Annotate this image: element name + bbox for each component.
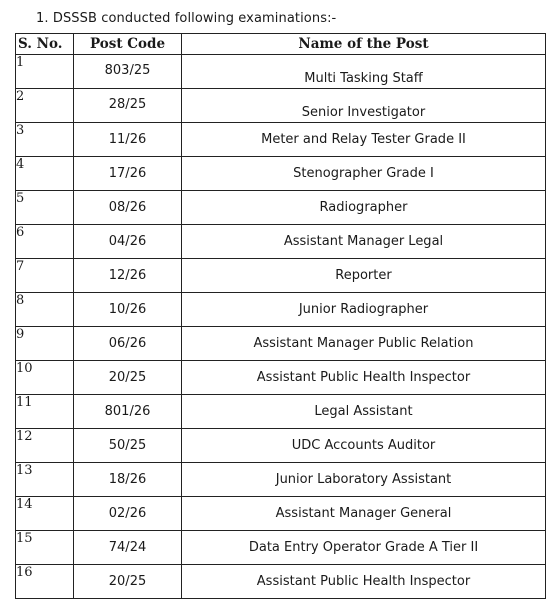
serial-number-cell: 9 bbox=[16, 327, 74, 361]
post-name-cell: Assistant Manager General bbox=[182, 497, 546, 531]
table-row bbox=[16, 157, 546, 191]
post-name-cell: Junior Laboratory Assistant bbox=[182, 463, 546, 497]
post-name-cell: Multi Tasking Staff bbox=[182, 55, 546, 89]
post-code-cell: 12/26 bbox=[74, 259, 182, 293]
post-name-cell: Radiographer bbox=[182, 191, 546, 225]
post-name-cell: Junior Radiographer bbox=[182, 293, 546, 327]
serial-number-cell: 5 bbox=[16, 191, 74, 225]
post-name-cell: Assistant Manager Public Relation bbox=[182, 327, 546, 361]
serial-number-cell: 15 bbox=[16, 531, 74, 565]
post-code-cell: 74/24 bbox=[74, 531, 182, 565]
post-name-cell: Senior Investigator bbox=[182, 89, 546, 123]
post-code-cell: 801/26 bbox=[74, 395, 182, 429]
serial-number-cell: 3 bbox=[16, 123, 74, 157]
table-row bbox=[16, 327, 546, 361]
table-row bbox=[16, 361, 546, 395]
post-code-cell: 17/26 bbox=[74, 157, 182, 191]
table-row bbox=[16, 565, 546, 599]
post-name-cell: Assistant Public Health Inspector bbox=[182, 565, 546, 599]
table-row bbox=[16, 293, 546, 327]
serial-number-cell: 16 bbox=[16, 565, 74, 599]
serial-number-cell: 7 bbox=[16, 259, 74, 293]
serial-number-cell: 8 bbox=[16, 293, 74, 327]
document-heading: 1. DSSSB conducted following examinations:- bbox=[36, 11, 337, 26]
post-code-cell: 02/26 bbox=[74, 497, 182, 531]
table-row bbox=[16, 225, 546, 259]
post-code-cell: 20/25 bbox=[74, 361, 182, 395]
post-code-cell: 28/25 bbox=[74, 89, 182, 123]
serial-number-cell: 6 bbox=[16, 225, 74, 259]
table-row bbox=[16, 531, 546, 565]
post-name-cell: Legal Assistant bbox=[182, 395, 546, 429]
post-name-cell: Data Entry Operator Grade A Tier II bbox=[182, 531, 546, 565]
post-name-cell: Stenographer Grade I bbox=[182, 157, 546, 191]
post-name-cell: Meter and Relay Tester Grade II bbox=[182, 123, 546, 157]
post-code-cell: 20/25 bbox=[74, 565, 182, 599]
serial-number-cell: 12 bbox=[16, 429, 74, 463]
header-post-code: Post Code bbox=[74, 34, 182, 55]
examinations-table bbox=[15, 33, 546, 599]
serial-number-cell: 4 bbox=[16, 157, 74, 191]
post-code-cell: 10/26 bbox=[74, 293, 182, 327]
post-name-cell: UDC Accounts Auditor bbox=[182, 429, 546, 463]
serial-number-cell: 11 bbox=[16, 395, 74, 429]
table-row bbox=[16, 191, 546, 225]
serial-number-cell: 10 bbox=[16, 361, 74, 395]
post-code-cell: 06/26 bbox=[74, 327, 182, 361]
table-row bbox=[16, 55, 546, 89]
post-code-cell: 50/25 bbox=[74, 429, 182, 463]
table-row bbox=[16, 497, 546, 531]
serial-number-cell: 2 bbox=[16, 89, 74, 123]
serial-number-cell: 13 bbox=[16, 463, 74, 497]
post-name-cell: Assistant Public Health Inspector bbox=[182, 361, 546, 395]
post-code-cell: 803/25 bbox=[74, 55, 182, 89]
serial-number-cell: 14 bbox=[16, 497, 74, 531]
header-post-name: Name of the Post bbox=[182, 34, 546, 55]
post-code-cell: 11/26 bbox=[74, 123, 182, 157]
table-row bbox=[16, 259, 546, 293]
post-code-cell: 04/26 bbox=[74, 225, 182, 259]
table-row bbox=[16, 429, 546, 463]
table-header-row bbox=[16, 34, 546, 55]
table-row bbox=[16, 89, 546, 123]
serial-number-cell: 1 bbox=[16, 55, 74, 89]
post-code-cell: 08/26 bbox=[74, 191, 182, 225]
table-row bbox=[16, 395, 546, 429]
header-serial-number: S. No. bbox=[16, 34, 74, 55]
table-row bbox=[16, 123, 546, 157]
table-row bbox=[16, 463, 546, 497]
post-code-cell: 18/26 bbox=[74, 463, 182, 497]
post-name-cell: Assistant Manager Legal bbox=[182, 225, 546, 259]
post-name-cell: Reporter bbox=[182, 259, 546, 293]
